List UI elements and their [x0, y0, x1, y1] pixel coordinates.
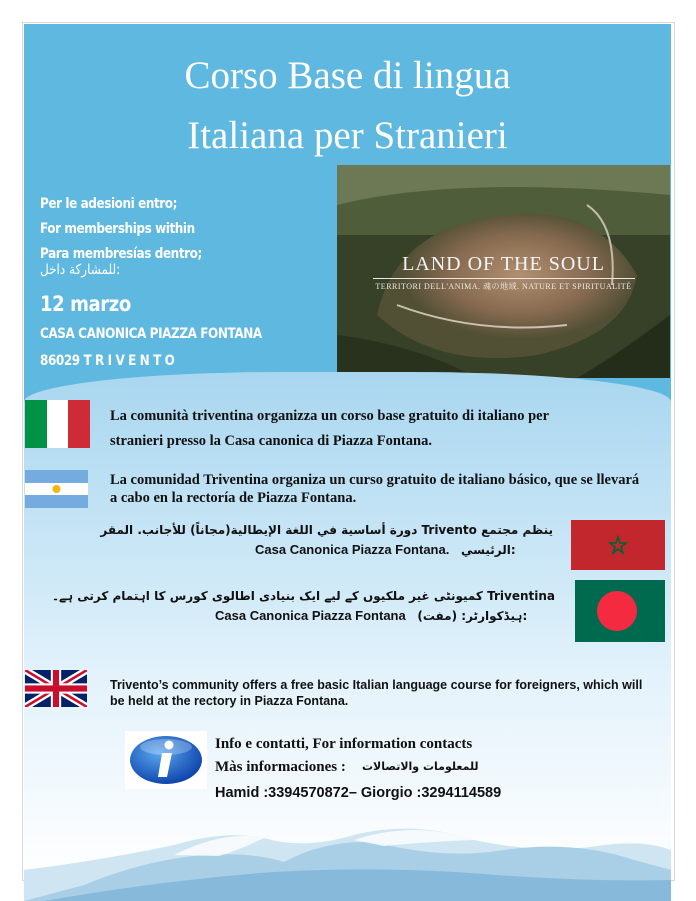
deadline-ar: للمشاركة داخل: — [40, 262, 121, 278]
info-line-2: Màs informaciones : — [215, 759, 346, 775]
announcement-urdu-hq-label: (مفت) :ہیڈکوارٹر: — [417, 609, 528, 623]
announcement-arabic-place — [255, 540, 516, 560]
morocco-flag-icon — [571, 520, 665, 570]
photo-subtitle: TERRITORI DELL'ANIMA. 魂の地域. NATURE ET SPIRITUALITÉ — [375, 282, 632, 291]
contact-phones: Hamid :3394570872– Giorgio :3294114589 — [215, 785, 502, 801]
announcement-urdu: Triventina کمیونٹی غیر ملکیوں کے لیے ایک بنیادی اطالوی کورس کا اہتمام کرتی ہے۔ — [51, 589, 555, 603]
announcement-english: Trivento’s community offers a free basic Italian language course for foreigners, which will be held at the rectory in Piazza Fontana. — [110, 678, 643, 708]
photo-title: LAND OF THE SOUL — [402, 253, 605, 275]
announcement-arabic-hq-label: الرئيسي: — [460, 543, 516, 557]
italy-flag-icon — [25, 400, 90, 448]
announcement-arabic-place-name: Casa Canonica Piazza Fontana. — [255, 542, 450, 557]
deadline-date: 12 marzo — [40, 292, 131, 316]
announcement-urdu-place-name: Casa Canonica Piazza Fontana — [215, 608, 406, 623]
deadline-es: Para membresías dentro; — [40, 246, 202, 262]
info-line-1: Info e contatti, For information contacts — [215, 736, 473, 752]
title-line-2: Italiana per Stranieri — [187, 114, 508, 157]
mountains-illustration — [24, 800, 671, 901]
deadline-it: Per le adesioni entro; — [40, 196, 178, 212]
info-line-2-arabic: للمعلومات والاتصالات — [362, 760, 479, 773]
deadline-en: For memberships within — [40, 221, 195, 237]
announcement-arabic: ينظم مجتمع Trivento دورة أساسية في اللغة الإيطالية(مجاناً) للأجانب. المقر — [100, 523, 553, 537]
announcement-spanish: La comunidad Triventina organiza un curso gratuito de italiano básico, que se llevará a cabo en la rectoría de Piazza Fontana. — [110, 472, 640, 506]
info-icon — [125, 731, 207, 789]
uk-flag-icon — [25, 670, 87, 707]
photo-divider — [373, 278, 635, 279]
argentina-flag-icon — [25, 470, 88, 508]
announcement-italian: La comunità triventina organizza un corso base gratuito di italiano per stranieri presso la Casa canonica di Piazza Fontana. — [110, 408, 549, 449]
title-line-1: Corso Base di lingua — [184, 54, 511, 97]
announcement-urdu-place — [215, 606, 527, 626]
town: 86029 T R I V E N T O — [40, 353, 175, 369]
bangladesh-flag-icon — [575, 580, 665, 642]
venue: CASA CANONICA PIAZZA FONTANA — [40, 326, 262, 342]
trivento-aerial-photo — [337, 165, 670, 378]
